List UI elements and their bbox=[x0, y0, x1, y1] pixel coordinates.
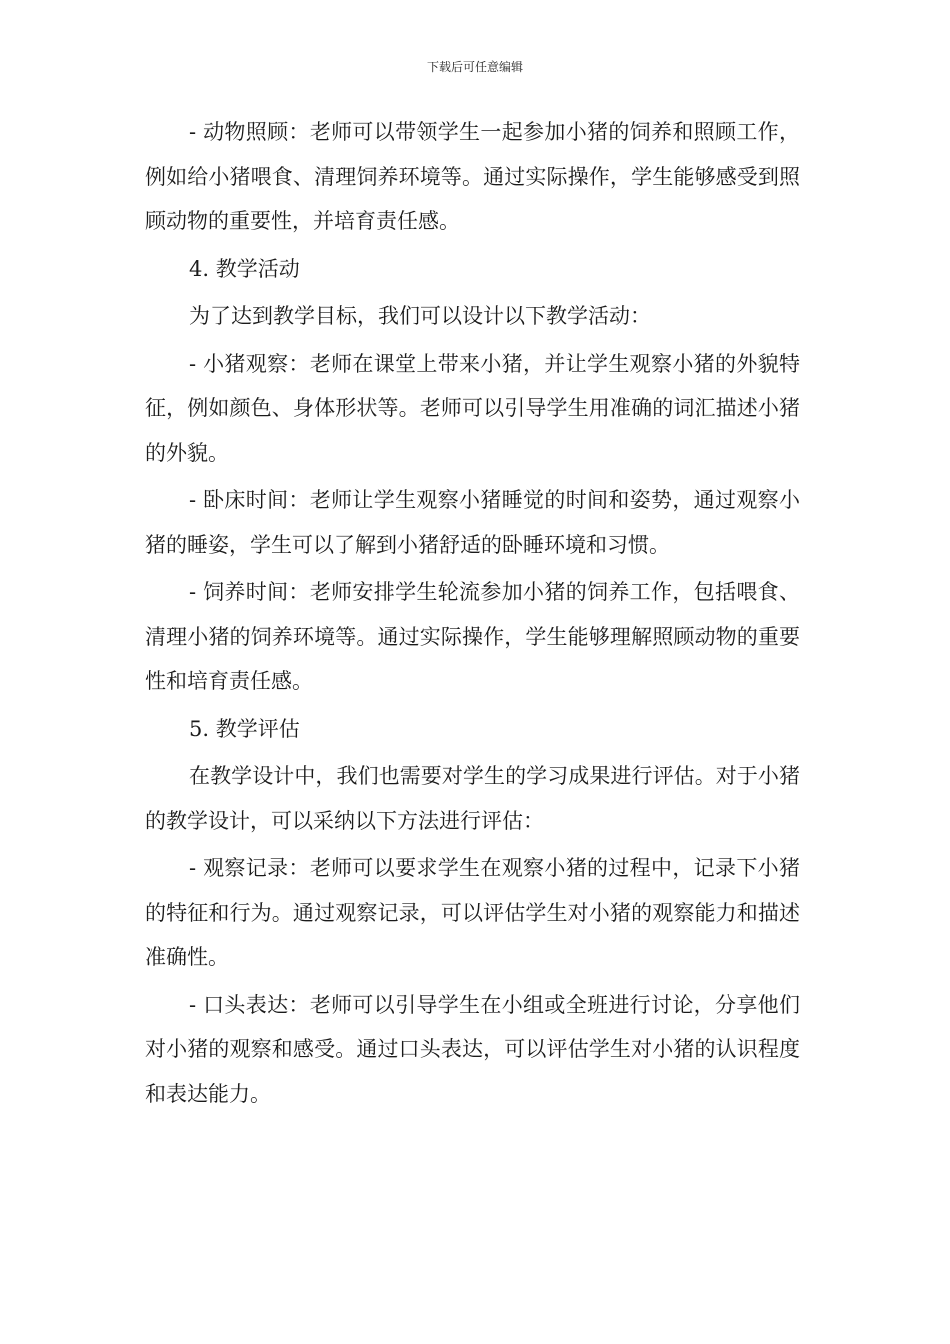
section-heading-teaching-activities: 4. 教学活动 bbox=[189, 256, 300, 281]
paragraph-activities-intro: 为了达到教学目标，我们可以设计以下教学活动： bbox=[189, 304, 651, 328]
section-heading-teaching-evaluation: 5. 教学评估 bbox=[189, 716, 300, 741]
paragraph-sleeping-time: - 卧床时间：老师让学生观察小猪睡觉的时间和姿势，通过观察小猪的睡姿，学生可以了解到小猪舒适的卧睡环境和习惯。 bbox=[145, 488, 800, 557]
paragraph-observation-record: - 观察记录：老师可以要求学生在观察小猪的过程中，记录下小猪的特征和行为。通过观察记录，可以评估学生对小猪的观察能力和描述准确性。 bbox=[145, 856, 800, 969]
paragraph-evaluation-intro: 在教学设计中，我们也需要对学生的学习成果进行评估。对于小猪的教学设计，可以采纳以下方法进行评估： bbox=[145, 764, 800, 833]
page-header-note: 下载后可任意编辑 bbox=[426, 60, 523, 74]
paragraph-piglet-observation: - 小猪观察：老师在课堂上带来小猪，并让学生观察小猪的外貌特征，例如颜色、身体形状等。老师可以引导学生用准确的词汇描述小猪的外貌。 bbox=[145, 351, 800, 465]
paragraph-oral-expression: - 口头表达：老师可以引导学生在小组或全班进行讨论，分享他们对小猪的观察和感受。通过口头表达，可以评估学生对小猪的认识程度和表达能力。 bbox=[145, 992, 800, 1106]
document-body bbox=[145, 110, 800, 1119]
paragraph-feeding-time: - 饲养时间：老师安排学生轮流参加小猪的饲养工作，包括喂食、清理小猪的饲养环境等。通过实际操作，学生能够理解照顾动物的重要性和培育责任感。 bbox=[145, 580, 800, 693]
paragraph-animal-care: - 动物照顾：老师可以带领学生一起参加小猪的饲养和照顾工作，例如给小猪喂食、清理饲养环境等。通过实际操作，学生能够感受到照顾动物的重要性，并培育责任感。 bbox=[145, 120, 800, 233]
